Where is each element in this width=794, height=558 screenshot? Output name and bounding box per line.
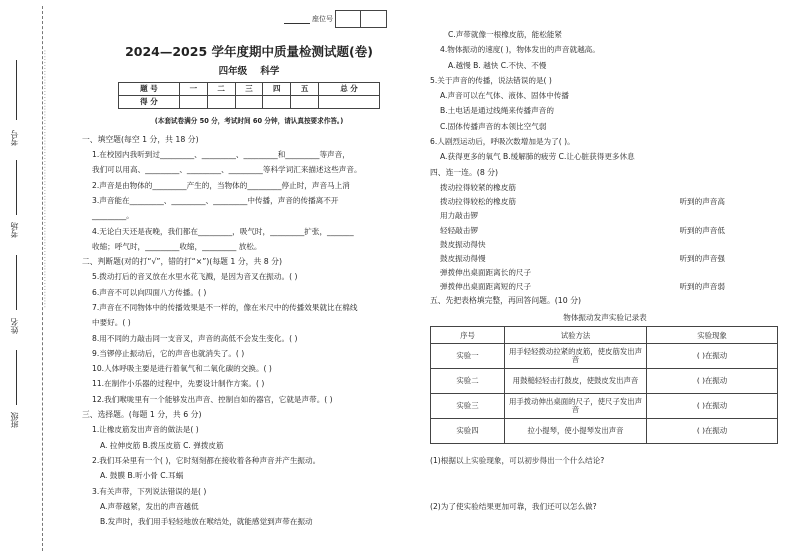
matching-row bbox=[430, 282, 780, 296]
experiment-result-blank[interactable]: ( )在振动 bbox=[647, 344, 778, 369]
question-line: 10.人体呼吸主要是进行着氧气和二氧化碳的交换。( ) bbox=[92, 364, 272, 374]
score-input-cell[interactable] bbox=[235, 95, 263, 108]
match-left-item[interactable]: 拨动拉得较紧的橡皮筋 bbox=[440, 182, 516, 192]
option-line: C.固体传播声音的本领比空气弱 bbox=[440, 121, 547, 131]
matching-row bbox=[430, 211, 780, 225]
seat-label: 座位号 bbox=[312, 14, 333, 23]
match-right-item[interactable]: 听到的声音高 bbox=[679, 197, 725, 207]
score-cell: 二 bbox=[207, 82, 235, 95]
conclusion-question[interactable]: (1)根据以上实验现象，可以初步得出一个什么结论? bbox=[430, 456, 605, 466]
match-left-item[interactable]: 弹拨伸出桌面距离长的尺子 bbox=[440, 268, 532, 278]
match-right-item[interactable]: 听到的声音弱 bbox=[679, 282, 725, 292]
matching-row bbox=[430, 240, 780, 254]
score-cell: 四 bbox=[263, 82, 291, 95]
question-line: 我们可以用高、_________、_________、_________等科学词汇来描述这些声音。 bbox=[92, 165, 362, 175]
option-line: A. 鼓膜 B.听小骨 C.耳蜗 bbox=[100, 471, 184, 481]
question-line: 1.在校园内我听到过_________、_________、_________和_________等声音， bbox=[92, 150, 350, 160]
matching-section bbox=[430, 183, 780, 297]
binding-label-exam-room: 考场 bbox=[10, 222, 19, 238]
left-column bbox=[82, 38, 416, 532]
table-row bbox=[431, 419, 778, 444]
question-line: 4.无论白天还是夜晚，我们都在_________，吸气时，_________扩张，_______ bbox=[92, 226, 354, 236]
match-right-item[interactable]: 听到的声音低 bbox=[679, 225, 725, 235]
experiment-id: 实验三 bbox=[431, 394, 505, 419]
question-line: 3.有关声带，下列说法错误的是( ) bbox=[92, 486, 207, 496]
option-line: A. 拉伸皮筋 B.拨压皮筋 C. 弹拨皮筋 bbox=[100, 440, 224, 450]
exam-note: (本套试卷满分 50 分，考试时间 60 分钟，请认真按要求作答。) bbox=[154, 116, 344, 125]
option-line: A.越慢 B. 越快 C.不快、不慢 bbox=[448, 60, 547, 70]
binding-dots: ························································································· bbox=[40, 50, 48, 309]
score-input-cell[interactable] bbox=[179, 95, 207, 108]
experiment-table-title: 物体振动发声实验记录表 bbox=[563, 312, 647, 322]
question-line: 3.声音能在_________、_________、_________中传播，声音的传播离不开 bbox=[92, 195, 339, 205]
seat-box-1[interactable] bbox=[335, 10, 361, 28]
question-line: 5.关于声音的传播，说法错误的是( ) bbox=[430, 75, 552, 85]
section-heading: 二、判断题(对的打“√”，错的打“×”)(每题 1 分，共 8 分) bbox=[82, 257, 283, 267]
score-table bbox=[118, 82, 380, 109]
score-table-score-row bbox=[119, 95, 380, 108]
score-table-header-row bbox=[119, 82, 380, 95]
experiment-method: 用鼓槌轻轻击打鼓皮，使鼓皮发出声音 bbox=[505, 369, 647, 394]
name-blank[interactable] bbox=[16, 255, 17, 310]
question-line: 中要好。( ) bbox=[92, 318, 131, 328]
match-left-item[interactable]: 轻轻敲击锣 bbox=[440, 225, 478, 235]
question-line: 9.当锣停止振动后，它的声音也就消失了。( ) bbox=[92, 348, 245, 358]
experiment-table-header bbox=[431, 327, 778, 344]
option-line: C.声带就像一根橡皮筋，能松能紧 bbox=[448, 30, 563, 39]
experiment-result-blank[interactable]: ( )在振动 bbox=[647, 419, 778, 444]
question-line: 1.让橡皮筋发出声音的做法是( ) bbox=[92, 425, 199, 435]
experiment-table bbox=[430, 326, 778, 444]
section-heading: 五、先把表格填完整，再回答问题。(10 分) bbox=[430, 296, 582, 306]
option-line: A.声带越紧，发出的声音越低 bbox=[100, 501, 199, 511]
exam-number-blank[interactable] bbox=[16, 60, 17, 120]
experiment-id: 实验一 bbox=[431, 344, 505, 369]
question-line: 收缩；呼气时，_________收缩，_________ 放松。 bbox=[92, 241, 262, 251]
score-input-cell[interactable] bbox=[319, 95, 380, 108]
question-line: 11.在制作小乐器的过程中，先要设计制作方案。( ) bbox=[92, 379, 265, 389]
binding-margin bbox=[0, 0, 52, 558]
question-line: 5.拨动打后的音叉放在水里水花飞溅，是因为音叉在振动。( ) bbox=[92, 272, 298, 282]
table-row bbox=[431, 394, 778, 419]
experiment-method: 用手拨动伸出桌面的尺子，使尺子发出声音 bbox=[505, 394, 647, 419]
question-line: 2.声音是由物体的_________产生的，当物体的_________停止时，声音马上消 bbox=[92, 180, 350, 190]
matching-row bbox=[430, 197, 780, 211]
question-line: 6.人剧烈运动后，呼吸次数增加是为了( )。 bbox=[430, 137, 575, 147]
column-header-result: 实验现象 bbox=[647, 327, 778, 344]
experiment-result-blank[interactable]: ( )在振动 bbox=[647, 369, 778, 394]
matching-row bbox=[430, 268, 780, 282]
question-line: 12.我们喉咙里有一个能够发出声音、控制自如的器官，它就是声带。( ) bbox=[92, 394, 333, 404]
column-header-method: 试验方法 bbox=[505, 327, 647, 344]
question-line: 6.声音不可以向四面八方传播。( ) bbox=[92, 287, 207, 297]
seat-number bbox=[284, 10, 387, 28]
experiment-method: 用手轻轻拨动拉紧的皮筋，使皮筋发出声音 bbox=[505, 344, 647, 369]
match-right-item[interactable]: 听到的声音强 bbox=[679, 253, 725, 263]
match-left-item[interactable]: 弹拨伸出桌面距离短的尺子 bbox=[440, 282, 532, 292]
binding-label-name: 姓名 bbox=[10, 318, 19, 334]
right-column bbox=[430, 30, 780, 512]
column-header-id: 序号 bbox=[431, 327, 505, 344]
improvement-question[interactable]: (2)为了使实验结果更加可靠，我们还可以怎么做? bbox=[430, 502, 597, 512]
score-cell: 总 分 bbox=[319, 82, 380, 95]
seat-underline bbox=[284, 15, 310, 24]
section-heading: 一、填空题(每空 1 分，共 18 分) bbox=[82, 134, 199, 144]
match-left-item[interactable]: 鼓皮振动得慢 bbox=[440, 253, 486, 263]
class-blank[interactable] bbox=[16, 350, 17, 405]
option-line: B.土电话是通过线绳来传播声音的 bbox=[440, 106, 554, 116]
exam-subtitle: 四年级 科学 bbox=[218, 65, 280, 77]
experiment-result-blank[interactable]: ( )在振动 bbox=[647, 394, 778, 419]
matching-row bbox=[430, 226, 780, 240]
table-row bbox=[431, 344, 778, 369]
experiment-id: 实验四 bbox=[431, 419, 505, 444]
match-left-item[interactable]: 拨动拉得较松的橡皮筋 bbox=[440, 197, 516, 207]
score-cell: 一 bbox=[179, 82, 207, 95]
match-left-item[interactable]: 鼓皮振动得快 bbox=[440, 239, 486, 249]
option-line: A.获得更多的氧气 B.缓解肺的疲劳 C.让心脏获得更多休息 bbox=[440, 152, 635, 162]
score-cell: 五 bbox=[291, 82, 319, 95]
score-cell: 题 号 bbox=[119, 82, 180, 95]
binding-label-exam-number: 考号 bbox=[10, 130, 19, 146]
matching-row bbox=[430, 183, 780, 197]
score-input-cell[interactable] bbox=[263, 95, 291, 108]
exam-title: 2024—2025 学年度期中质量检测试题(卷) bbox=[125, 44, 373, 59]
exam-room-blank[interactable] bbox=[16, 160, 17, 215]
binding-label-class: 班级 bbox=[10, 412, 19, 428]
matching-row bbox=[430, 254, 780, 268]
score-cell: 三 bbox=[235, 82, 263, 95]
section-heading: 三、选择题。(每题 1 分，共 6 分) bbox=[82, 410, 202, 420]
section-heading: 四、连一连。(8 分) bbox=[430, 167, 499, 177]
question-line: 4.物体振动的速度( )，物体发出的声音就越高。 bbox=[440, 45, 600, 55]
score-cell: 得 分 bbox=[119, 95, 180, 108]
question-line: _________。 bbox=[92, 211, 134, 221]
experiment-id: 实验二 bbox=[431, 369, 505, 394]
seat-box-2[interactable] bbox=[361, 10, 387, 28]
experiment-method: 拉小提琴，使小提琴发出声音 bbox=[505, 419, 647, 444]
option-line: A.声音可以在气体、液体、固体中传播 bbox=[440, 91, 569, 101]
score-input-cell[interactable] bbox=[207, 95, 235, 108]
question-line: 7.声音在不同物体中的传播效果是不一样的，像在米尺中的传播效果就比在棉线 bbox=[92, 303, 358, 312]
table-row bbox=[431, 369, 778, 394]
score-input-cell[interactable] bbox=[291, 95, 319, 108]
match-left-item[interactable]: 用力敲击锣 bbox=[440, 211, 478, 221]
question-line: 8.用不同的力敲击同一支音叉，声音的高低不会发生变化。( ) bbox=[92, 333, 298, 343]
option-line: B.发声时，我们用手轻轻地放在喉结处，就能感觉到声带在振动 bbox=[100, 517, 313, 527]
question-line: 2.我们耳朵里有一个( )，它时刻刻都在接收着各种声音并产生振动。 bbox=[92, 455, 321, 465]
